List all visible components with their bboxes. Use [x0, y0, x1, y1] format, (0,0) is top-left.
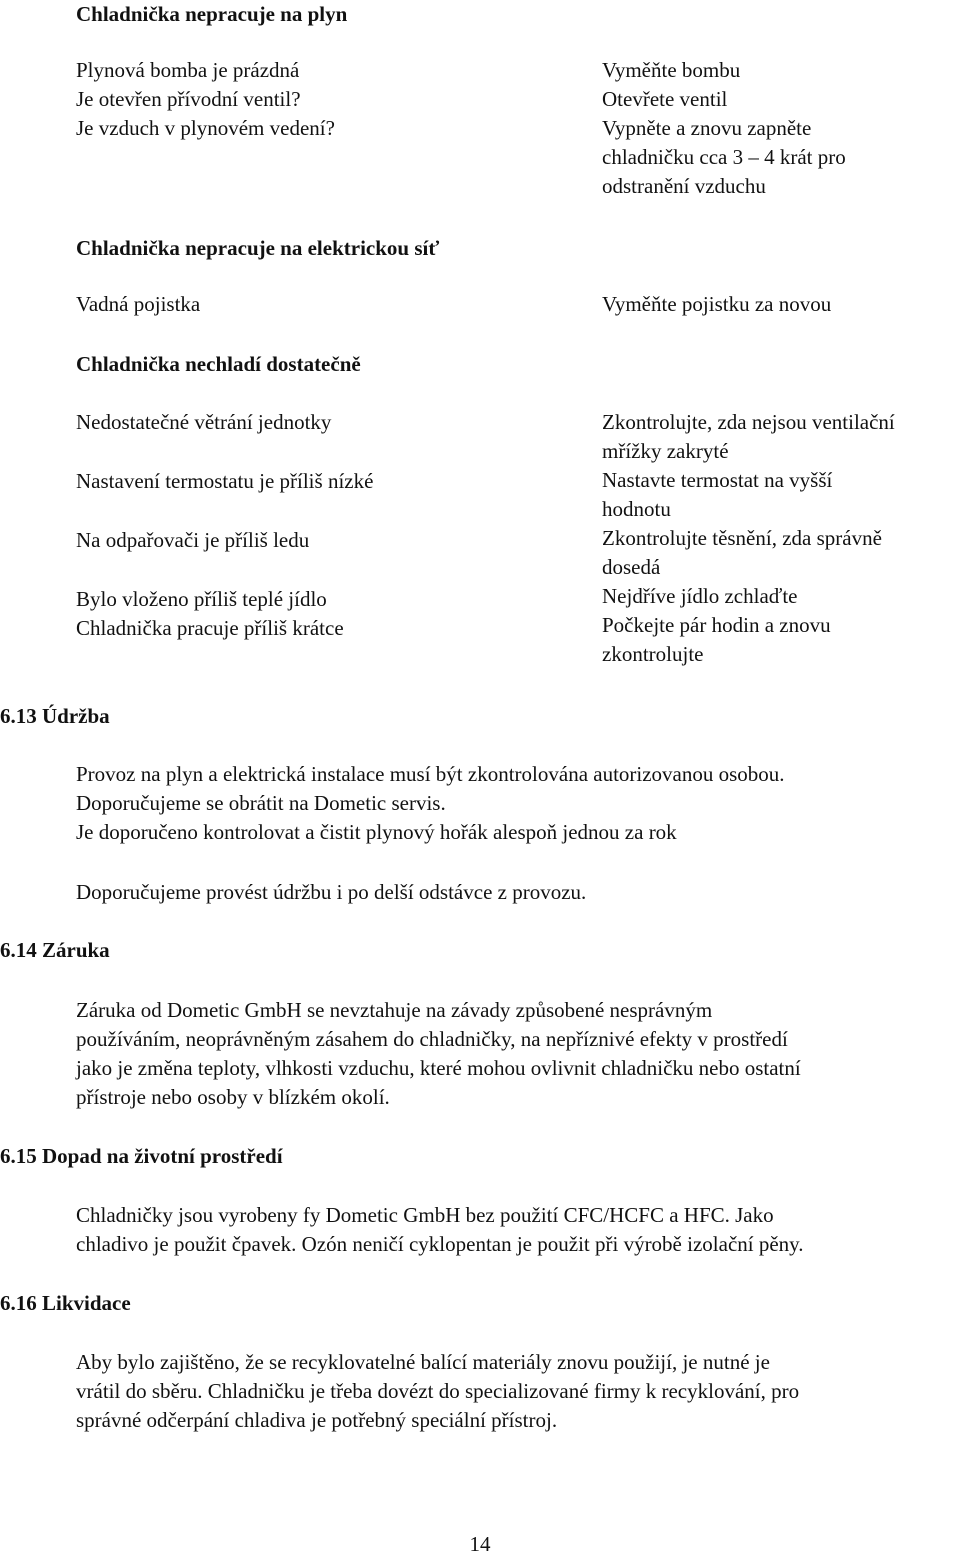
maintenance-line: Provoz na plyn a elektrická instalace musí být zkontrolována autorizovanou osobou.	[76, 762, 785, 786]
gas-remedies	[602, 56, 846, 201]
environment-line: Chladničky jsou vyrobeny fy Dometic GmbH bez použití CFC/HCFC a HFC. Jako	[76, 1203, 774, 1227]
cooling-remedy: Nastavte termostat na vyšší	[602, 468, 833, 492]
disposal-heading: 6.16 Likvidace	[0, 1291, 131, 1315]
cooling-cause: Na odpařovači je příliš ledu	[76, 528, 310, 552]
disposal-line: vrátil do sběru. Chladničku je třeba dovézt do specializované firmy k recyklování, pro	[76, 1379, 800, 1403]
maintenance-text	[76, 760, 785, 847]
page-number: 14	[469, 1532, 491, 1556]
cooling-remedy: Zkontrolujte, zda nejsou ventilační	[602, 410, 895, 434]
cooling-remedy: dosedá	[602, 555, 661, 579]
cooling-heading: Chladnička nechladí dostatečně	[76, 352, 361, 376]
cooling-remedy: Nejdříve jídlo zchlaďte	[602, 584, 798, 608]
warranty-line: Záruka od Dometic GmbH se nevztahuje na závady způsobené nesprávným	[76, 998, 713, 1022]
gas-remedy: Vyměňte bombu	[602, 58, 741, 82]
maintenance-extra: Doporučujeme provést údržbu i po delší odstávce z provozu.	[76, 880, 587, 904]
cooling-cause: Nastavení termostatu je příliš nízké	[76, 469, 374, 493]
warranty-heading: 6.14 Záruka	[0, 938, 110, 962]
disposal-line: správné odčerpání chladiva je potřebný speciální přístroj.	[76, 1408, 558, 1432]
gas-causes	[76, 56, 335, 143]
gas-heading: Chladnička nepracuje na plyn	[76, 2, 348, 26]
gas-remedy: Vypněte a znovu zapněte	[602, 116, 812, 140]
cooling-remedy: Zkontrolujte těsnění, zda správně	[602, 526, 882, 550]
cooling-remedy: Počkejte pár hodin a znovu	[602, 613, 831, 637]
maintenance-line: Doporučujeme se obrátit na Dometic servis.	[76, 791, 446, 815]
cooling-cause: Nedostatečné větrání jednotky	[76, 410, 332, 434]
cooling-remedies	[602, 408, 895, 669]
environment-line: chladivo je použit čpavek. Ozón neničí cyklopentan je použit při výrobě izolační pěny.	[76, 1232, 804, 1256]
gas-cause: Je otevřen přívodní ventil?	[76, 87, 301, 111]
electric-cause: Vadná pojistka	[76, 292, 201, 316]
cooling-remedy: mřížky zakryté	[602, 439, 729, 463]
gas-cause: Je vzduch v plynovém vedení?	[76, 116, 335, 140]
electric-remedy: Vyměňte pojistku za novou	[602, 292, 832, 316]
gas-remedy: chladničku cca 3 – 4 krát pro	[602, 145, 846, 169]
warranty-text	[76, 996, 801, 1112]
electric-heading: Chladnička nepracuje na elektrickou síť	[76, 236, 440, 260]
environment-heading: 6.15 Dopad na životní prostředí	[0, 1144, 283, 1168]
gas-remedy: Otevřete ventil	[602, 87, 728, 111]
warranty-line: používáním, neoprávněným zásahem do chladničky, na nepříznivé efekty v prostředí	[76, 1027, 788, 1051]
disposal-text	[76, 1348, 799, 1435]
gas-cause: Plynová bomba je prázdná	[76, 58, 300, 82]
warranty-line: jako je změna teploty, vlhkosti vzduchu, které mohou ovlivnit chladničku nebo ostatní	[76, 1056, 801, 1080]
cooling-remedy: zkontrolujte	[602, 642, 704, 666]
warranty-line: přístroje nebo osoby v blízkém okolí.	[76, 1085, 390, 1109]
maintenance-heading: 6.13 Údržba	[0, 704, 110, 728]
cooling-cause: Bylo vloženo příliš teplé jídlo	[76, 587, 327, 611]
cooling-remedy: hodnotu	[602, 497, 671, 521]
cooling-cause: Chladnička pracuje příliš krátce	[76, 616, 344, 640]
environment-text	[76, 1201, 804, 1259]
maintenance-line: Je doporučeno kontrolovat a čistit plynový hořák alespoň jednou za rok	[76, 820, 677, 844]
gas-remedy: odstranění vzduchu	[602, 174, 766, 198]
disposal-line: Aby bylo zajištěno, že se recyklovatelné balící materiály znovu použijí, je nutné je	[76, 1350, 770, 1374]
